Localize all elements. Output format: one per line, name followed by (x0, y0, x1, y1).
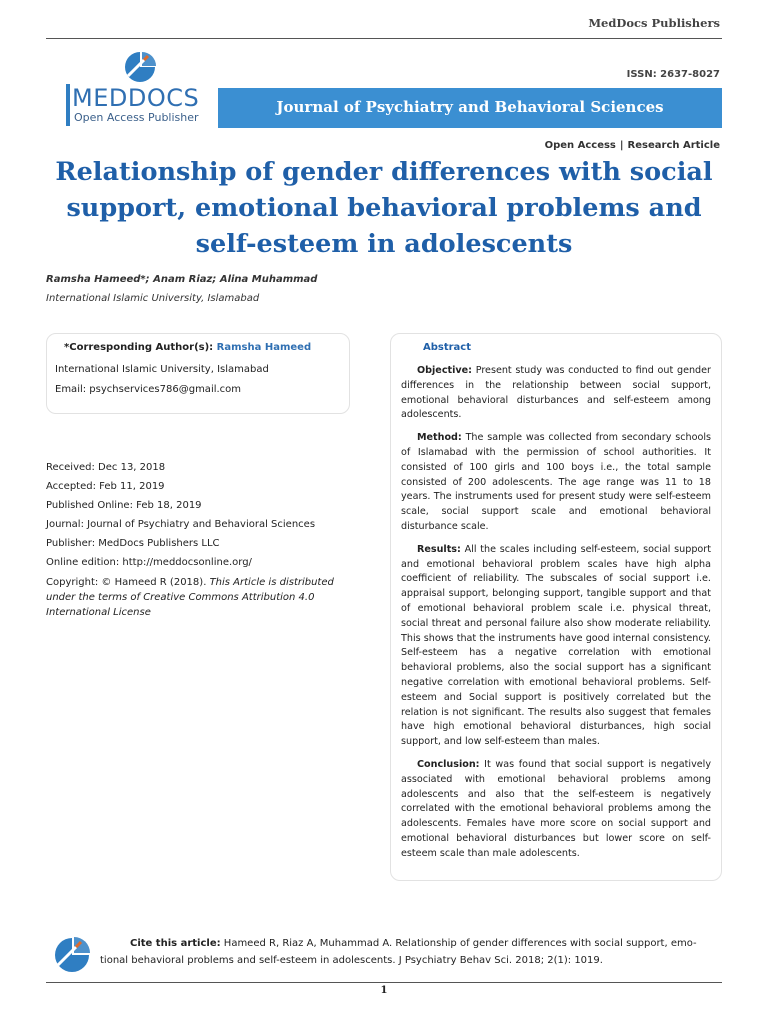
objective-text: Present study was conducted to find out gender differences in the relationship between social support, emotional behavioral disturbances and self-esteem among adolescents. (401, 365, 711, 421)
logo-med-text: MED (72, 84, 128, 112)
results-text: All the scales including self-esteem, social support and emotional behavioral problem scales have high alpha coefficient of reliability. The subscales of social support i.e. appraisal support, belonging support, tangible support and that of emotional behavioral problem scale i.e. physical threat, social threat and personal failure also show moderate reliability. This shows that the instruments have good internal consistency. Self-esteem has a negative correlation with emotional behavioral problems, also the social support has a significant negative correlation with emotional behavioral problems. Self-esteem and Social support is positively correlated but the relation is not significant. The results also suggest that females have high emotional behavioral disturbances, high social support, and low self-esteem than males. (401, 543, 711, 748)
received-date: Received: Dec 13, 2018 (46, 462, 166, 473)
accepted-date: Accepted: Feb 11, 2019 (46, 481, 165, 492)
meddocs-logo (66, 50, 212, 128)
page-number: 1 (380, 985, 388, 996)
conclusion-text: It was found that social support is negatively associated with emotional behavioral problems among adolescents and also that the self-esteem is negatively correlated with the emotional behavioral problems among the adolescents. Females have more score on social support and emotional behavioral disturbances but lower score on self-esteem scale than male adolescents. (401, 758, 711, 859)
corresponding-author-institution: International Islamic University, Islamabad (55, 364, 269, 375)
top-divider (46, 38, 722, 39)
abstract-objective (401, 364, 711, 423)
objective-label: Objective: (417, 365, 472, 376)
copyright-holder: Copyright: © Hameed R (2018). (46, 577, 207, 588)
meddocs-logo-mark-icon (122, 50, 158, 84)
issn: ISSN: 2637-8027 (626, 69, 720, 80)
abstract-conclusion (401, 758, 711, 862)
article-metadata (46, 461, 350, 620)
publisher-name: MedDocs Publishers (588, 16, 720, 30)
article-type-label: Research Article (627, 140, 720, 151)
online-edition-link[interactable]: Online edition: http://meddocsonline.org/ (46, 557, 252, 568)
author-list: Ramsha Hameed*; Anam Riaz; Alina Muhammad (46, 274, 318, 285)
logo-wordmark (72, 84, 199, 112)
method-text: The sample was collected from secondary schools of Islamabad with the permission of school authorities. It consisted of 100 girls and 100 boys i.e., the total sample consisted of 200 adolescents. The age range was 11 to 18 years. The instruments used for present study were self-esteem scale, social support scale and emotional behavioral disturbance scale. (401, 432, 711, 532)
corresponding-author-email: Email: psychservices786@gmail.com (55, 384, 242, 395)
abstract-box (390, 333, 722, 881)
publisher-line: Publisher: MedDocs Publishers LLC (46, 538, 220, 549)
journal-name: Journal of Psychiatry and Behavioral Sciences (276, 98, 664, 116)
meddocs-logo-mark-icon (52, 935, 92, 973)
abstract-results (401, 543, 711, 750)
logo-docs-text: DOCS (127, 84, 200, 112)
corresponding-author-label: *Corresponding Author(s): (64, 342, 214, 353)
citation-text-1: Hameed R, Riaz A, Muhammad A. Relationship of gender differences with social support, emo- (223, 938, 697, 949)
results-label: Results: (417, 543, 461, 555)
logo-tagline: Open Access Publisher (74, 111, 199, 124)
affiliation: International Islamic University, Islamabad (46, 293, 260, 304)
journal-line: Journal: Journal of Psychiatry and Behavioral Sciences (46, 519, 316, 530)
license-statement: This Article is distributed under the terms of Creative Commons Attribution 4.0 International License (46, 577, 334, 618)
citation-label: Cite this article: (130, 938, 221, 949)
title-line: Relationship of gender differences with social (55, 157, 713, 187)
corresponding-author-heading (64, 342, 349, 353)
published-date: Published Online: Feb 18, 2019 (46, 500, 202, 511)
citation-line (130, 938, 697, 949)
citation-block (100, 935, 722, 969)
corresponding-author-name: Ramsha Hameed (216, 342, 312, 353)
conclusion-label: Conclusion: (417, 758, 480, 770)
citation-text-2: tional behavioral problems and self-esteem in adolescents. J Psychiatry Behav Sci. 2018; 2(1): 1019. (100, 955, 603, 966)
abstract-method (401, 431, 711, 535)
abstract-heading: Abstract (423, 342, 472, 353)
article-access-line: Open Access | Research Article (544, 140, 720, 151)
article-title (46, 154, 722, 262)
bottom-divider (46, 982, 722, 983)
journal-banner (218, 88, 722, 128)
method-label: Method: (417, 432, 462, 444)
copyright-notice (46, 575, 350, 620)
title-line: self-esteem in adolescents (195, 229, 573, 259)
corresponding-author-box (46, 333, 350, 414)
logo-accent-bar (66, 84, 70, 126)
open-access-label: Open Access (544, 140, 616, 151)
title-line: support, emotional behavioral problems and (66, 193, 702, 223)
